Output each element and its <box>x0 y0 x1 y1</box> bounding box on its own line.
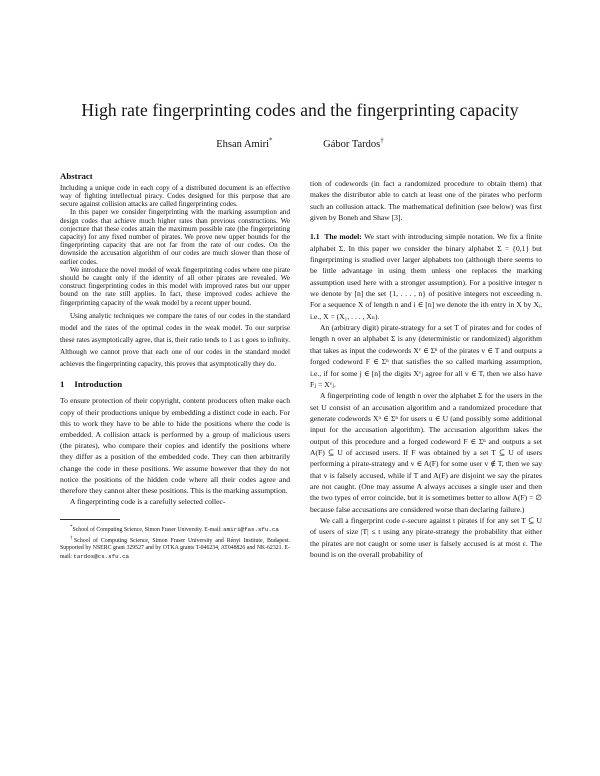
abstract-heading: Abstract <box>60 171 93 181</box>
footnotes <box>60 524 290 561</box>
subsection-title: The model: <box>324 232 362 242</box>
author-name: Gábor Tardos <box>323 138 381 150</box>
abstract-paragraph: We introduce the novel model of weak fingerprinting codes where one pirate should be caught only if the identity of all other pirates are revealed. We construct fingerprinting codes in this model with improved rates but our upper bound on the rate still applies. In fact, these improved codes achieve the fingerprinting capacity of the weak model by a recent upper bound. <box>60 265 290 307</box>
body-paragraph: An (arbitrary digit) pirate-strategy for a set T of pirates and for codes of length n over an alphabet Σ is any (deterministic or randomized) algorithm that takes as input the codewords Xᵛ ∈ Σⁿ of the pirates v ∈ T and outputs a forged codeword F ∈ Σⁿ that satisfies the so called marking assumption, i.e., if for some j ∈ [n] the digits Xᵛⱼ agree for all v ∈ T, then we also have Fⱼ = Xᵛⱼ. <box>310 323 542 389</box>
section-number: 1 <box>60 378 65 389</box>
body-paragraph: A fingerprinting code is a carefully selected collec- <box>70 497 226 507</box>
author-mark: † <box>380 136 384 144</box>
body-paragraph: tion of codewords (in fact a randomized procedure to obtain them) that makes the distributor able to catch at least one of the pirates who perform such an collusion attack. The mathematical definition (see below) was first given by Boneh and Shaw [3]. <box>310 179 542 223</box>
subsection-text: We start with introducing simple notation. We fix a finite alphabet Σ. In this paper we consider the binary alphabet Σ = {0,1} but fingerprinting is studied over larger alphabets too (although there seems to be little advantage in using them unless one replaces the marking assumption used here with a stronger assumption). For a positive integer n we denote by [n] the set {1, . . . , n} of positive integers not exceeding n. For a sequence X of length n and i ∈ [n] we denote the ith entry in X by Xᵢ, i.e., X = (X₁, . . . , Xₙ). <box>310 232 542 321</box>
footnote-mark: * <box>70 525 73 531</box>
author-list <box>0 136 600 150</box>
abstract-paragraph: Including a unique code in each copy of a distributed document is an effective way of fighting intellectual piracy. Codes designed for this purpose that are secure against collision attacks are called fingerprinting codes. <box>60 183 290 209</box>
abstract <box>60 172 290 370</box>
left-column <box>60 172 290 561</box>
footnote <box>60 535 290 561</box>
author-mark: * <box>269 136 273 144</box>
body-paragraph: We call a fingerprint code ε-secure against t pirates if for any set T ⊆ U of users of size |T| ≤ t using any pirate-strategy the probability that either the pirates are not caught or some user is falsely accused is at most ε. The bound is on the overall probability of <box>310 515 542 559</box>
subsection-number: 1.1 <box>310 232 320 242</box>
body-paragraph: To ensure protection of their copyright, content producers often make each copy of their productions unique by embedding a distinct code in each. For this to work they have to be able to hide the positions where the code is embedded. A collision attack is performed by a group of malicious users (the pirates), who compare their copies and identify the positions where they differ as a position of the embedded code. They can then arbitrarily change the code in these positions. We assume however that they do not notice the positions of the hidden code where all their codes agree and therefore they cannot alter these positions. This is the marking assumption. <box>60 396 290 496</box>
section-title: Introduction <box>74 378 123 389</box>
footnote-rule <box>60 519 120 520</box>
abstract-paragraph: Using analytic techniques we compare the rates of our codes in the standard model and the rates of the optimal codes in the weak model. To our surprise these rates asymptotically agree, that is, their ratio tends to 1 as t goes to infinity. Although we cannot prove that each one of our codes in the standard model achieves the fingerprinting capacity, this proves that asymptotically they do. <box>60 311 290 368</box>
footnote-text: School of Computing Science, Simon Fraser University. E-mail: <box>72 527 224 534</box>
footnote-email: amiri@fas.sfu.ca <box>223 526 279 534</box>
footnote-email: tardos@cs.sfu.ca <box>73 552 130 560</box>
subsection-paragraph <box>310 231 542 322</box>
author <box>216 136 273 150</box>
footnote-mark: † <box>70 535 75 541</box>
author <box>323 136 384 150</box>
section-heading <box>60 380 290 390</box>
abstract-paragraph: In this paper we consider fingerprinting with the marking assumption and design codes that achieve much higher rates than previous constructions. We conjecture that these codes attain the maximum possible rate (the fingerprinting capacity) for any fixed number of pirates. We prove new upper bounds for the fingerprinting capacity that are not far from the rate of our codes. On the downside the accusation algorithm of our codes are much slower than those of earlier codes. <box>60 208 290 266</box>
body-paragraph: A fingerprinting code of length n over the alphabet Σ for the users in the set U consist of an accusation algorithm and a randomized procedure that generate codewords Xᵘ ∈ Σⁿ for users u ∈ U (and possibly some additional input for the accusation algorithm). The accusation algorithm takes the output of this procedure and a forged codeword F ∈ Σⁿ and outputs a set A(F) ⊆ U of accused users. If F was obtained by a set T ⊆ U of users performing a pirate-strategy and v ∈ A(F) for some user v ∉ T, then we say that v is falsely accused, while if T and A(F) are disjoint we say the pirates are not caught. (One may assume A always accuses a single user and then the two types of error coincide, but it is sometimes better to allow A(F) = ∅ because false accusations are considered worse than declaring failure.) <box>310 391 542 514</box>
right-column <box>310 178 542 560</box>
author-name: Ehsan Amiri <box>216 138 270 150</box>
paper-title: High rate fingerprinting codes and the fingerprinting capacity <box>81 100 519 120</box>
introduction <box>60 395 290 507</box>
footnote <box>60 524 290 534</box>
footnote-text: School of Computing Science, Simon Fraser University and Rényi Institute, Budapest. Supported by NSERC grant 329527 and by OTKA grants T-046234, AT048826 and NK-62321. E-mail: <box>60 537 291 560</box>
